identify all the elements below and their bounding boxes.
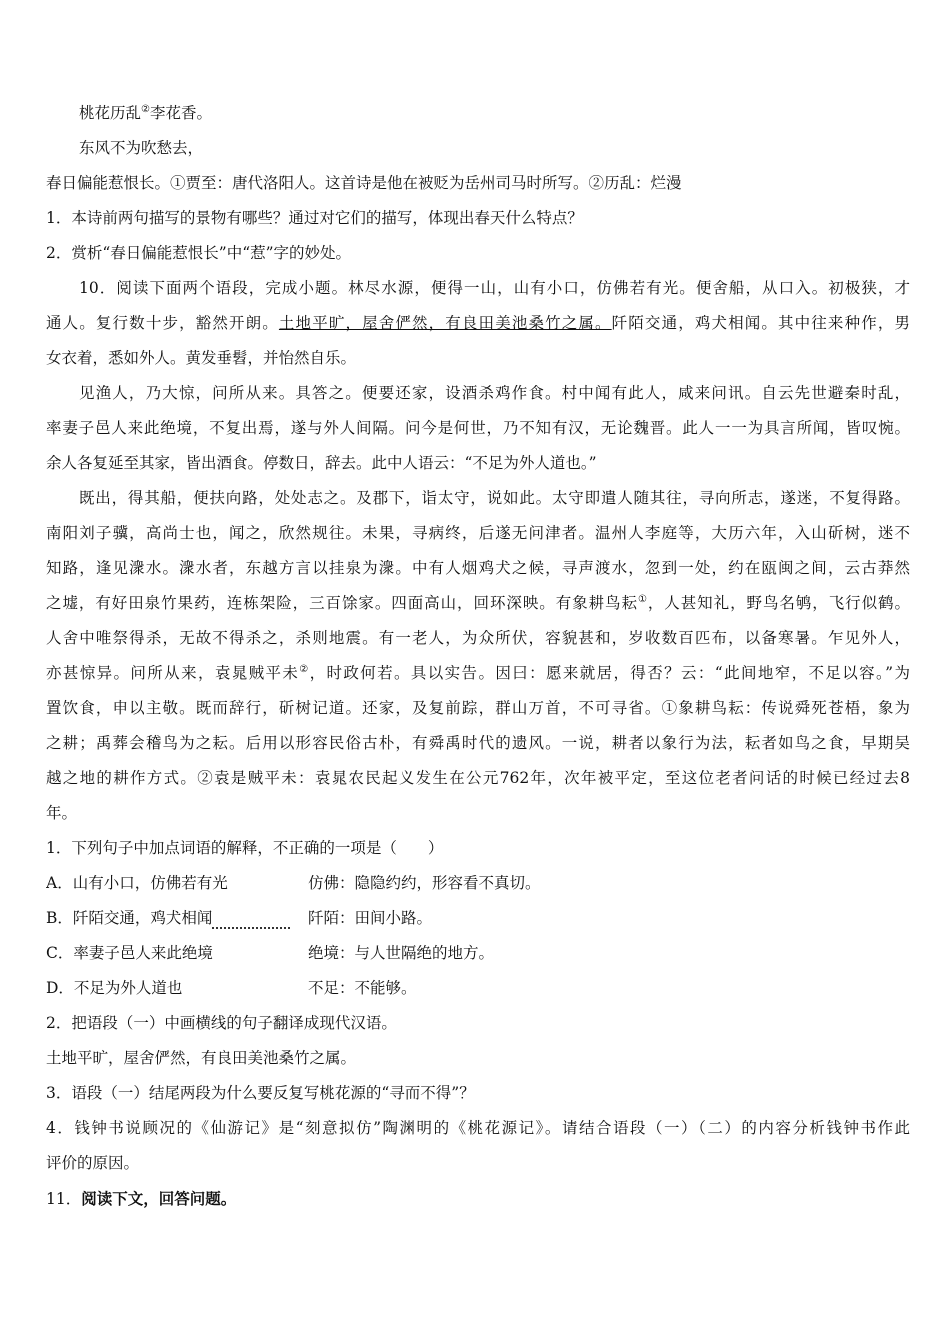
q10-passage1-line1: 10．阅读下面两个语段，完成小题。林尽水源，便得一山，山有小口，仿佛若有光。便舍船，从口入。初极狭，才 — [79, 279, 910, 297]
q11-heading: 11．阅读下文，回答问题。 — [46, 1189, 237, 1208]
poem-line-2: 东风不为吹愁去， — [79, 139, 204, 157]
poem-line-1: 桃花历乱②李花香。 — [79, 104, 212, 122]
emphasis-dots — [212, 909, 290, 929]
option-a: A．山有小口，仿佛若有光 仿佛：隐隐约约，形容看不真切。 — [46, 874, 541, 892]
q10-passage1-para2-line2: 率妻子邑人来此绝境，不复出焉，遂与外人间隔。问今是何世，乃不知有汉，无论魏晋。此人一一为具言所闻，皆叹惋。 — [46, 419, 910, 437]
footnote-marker: ② — [299, 664, 310, 675]
q10-passage2-line2: 南阳刘子骥，高尚士也，闻之，欣然规往。未果，寻病终，后遂无问津者。温州人李庭等，大历六年，入山斫树，迷不 — [46, 524, 910, 542]
q10-passage1-para2-line1: 见渔人，乃大惊，问所从来。具答之。便要还家，设酒杀鸡作食。村中闻有此人，咸来问讯。自云先世避秦时乱， — [79, 384, 910, 402]
q10-passage2-line8: 之耕；禹葬会稽鸟为之耘。后用以形容民俗古朴，有舜禹时代的遗风。一说，耕者以象行为法，耘者如鸟之食，早期吴 — [46, 734, 910, 752]
q10-subquestion-1: 1．下列句子中加点词语的解释，不正确的一项是（ ） — [46, 839, 444, 857]
q10-passage2-line9: 越之地的耕作方式。②袁是贼平未：袁晁农民起义发生在公元762年，次年被平定，至这位老者问话的时候已经过去8 — [46, 769, 910, 787]
q10-subquestion-2: 2．把语段（一）中画横线的句子翻译成现代汉语。 — [46, 1014, 397, 1032]
option-b: B．阡陌交通，鸡犬相闻 阡陌：田间小路。 — [46, 909, 433, 927]
poem-question-2: 2．赏析“春日偏能惹恨长”中“惹”字的妙处。 — [46, 244, 352, 262]
q10-passage2-line1: 既出，得其船，便扶向路，处处志之。及郡下，诣太守，说如此。太守即遣人随其往，寻向所志，遂迷，不复得路。 — [79, 489, 910, 507]
q10-subquestion-4-line2: 评价的原因。 — [46, 1154, 140, 1172]
q10-passage2-line4: 之墟，有好田泉竹果药，连栋架险，三百馀家。四面高山，回环深映。有象耕鸟耘①，人甚知礼，野鸟名鸲，飞行似鹤。 — [46, 594, 910, 612]
q10-passage2-line7: 置饮食，申以主敬。既而辞行，斫树记道。还家，及复前踪，群山万首，不可寻省。①象耕鸟耘：传说舜死苍梧，象为 — [46, 699, 910, 717]
underlined-sentence: 土地平旷，屋舍俨然，有良田美池桑竹之属。 — [278, 314, 612, 332]
q10-passage2-line10: 年。 — [46, 804, 78, 822]
document-page — [46, 96, 910, 1217]
option-d: D．不足为外人道也 不足：不能够。 — [46, 979, 417, 997]
q10-passage1-line3: 女衣着，悉如外人。黄发垂髫，并怡然自乐。 — [46, 349, 357, 367]
poem-line-3-with-notes: 春日偏能惹恨长。①贾至：唐代洛阳人。这首诗是他在被贬为岳州司马时所写。②历乱：烂漫 — [46, 174, 682, 192]
q10-subquestion-4-line1: 4．钱钟书说顾况的《仙游记》是“刻意拟仿”陶渊明的《桃花源记》。请结合语段（一）（二）的内容分析钱钟书作此 — [46, 1119, 910, 1137]
q10-passage2-line5: 人舍中唯祭得杀，无故不得杀之，杀则地震。有一老人，为众所伏，容貌甚和，岁收数百匹布，以备寒暑。乍见外人， — [46, 629, 910, 647]
footnote-marker: ② — [141, 104, 150, 115]
q10-passage1-para2-line3: 余人各复延至其家，皆出酒食。停数日，辞去。此中人语云：“不足为外人道也。” — [46, 454, 597, 472]
q10-subquestion-2-sentence: 土地平旷，屋舍俨然，有良田美池桑竹之属。 — [46, 1049, 357, 1067]
footnote-marker: ① — [637, 594, 648, 605]
q10-subquestion-3: 3．语段（一）结尾两段为什么要反复写桃花源的“寻而不得”？ — [46, 1084, 475, 1102]
poem-question-1: 1．本诗前两句描写的景物有哪些？通过对它们的描写，体现出春天什么特点？ — [46, 209, 583, 227]
q10-passage2-line6: 亦甚惊异。问所从来，袁晁贼平未②，时政何若。具以实告。因曰：愿来就居，得否？云：“此间地窄，不足以容。”为 — [46, 664, 910, 682]
option-c: C．率妻子邑人来此绝境 绝境：与人世隔绝的地方。 — [46, 944, 495, 962]
q10-passage1-line2: 通人。复行数十步，豁然开朗。土地平旷，屋舍俨然，有良田美池桑竹之属。阡陌交通，鸡犬相闻。其中往来种作，男 — [46, 314, 910, 332]
q10-passage2-line3: 知路，逢见潨水。潨水者，东越方言以挂泉为潨。中有人烟鸡犬之候，寻声渡水，忽到一处，约在瓯闽之间，云古莽然 — [46, 559, 910, 577]
